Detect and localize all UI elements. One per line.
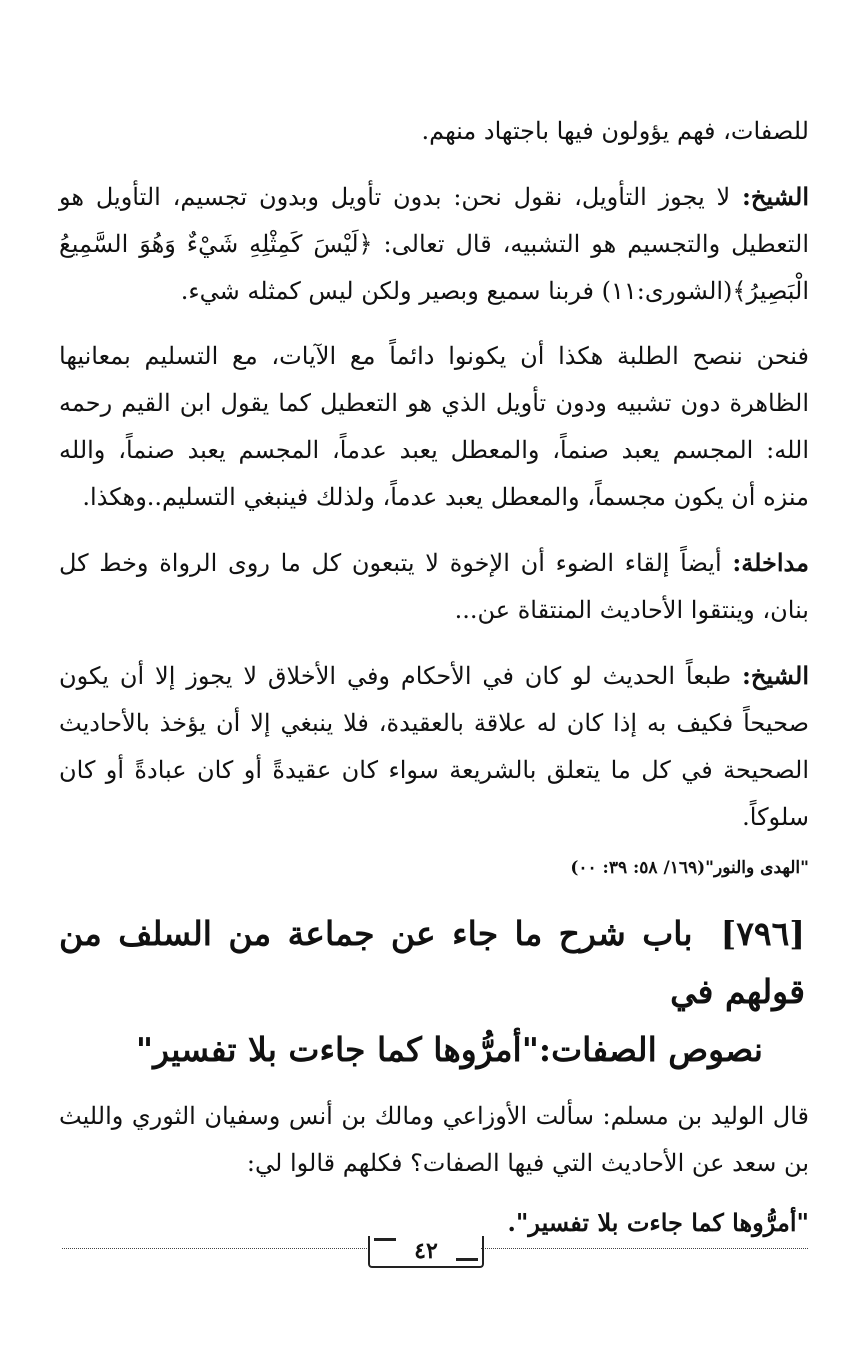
speaker-label: الشيخ:	[742, 182, 809, 211]
paragraph-intervention	[59, 539, 809, 634]
paragraph-text: فنحن ننصح الطلبة هكذا أن يكونوا دائماً مع الآيات، مع التسليم بمعانيها الظاهرة دون تشبيه ودون تأويل الذي هو التعطيل كما يقول ابن القيم رحمه الله: المجسم يعبد صنماً، والمعطل يعبد عدماً، المجسم يعبد صنماً، والله منزه أن يكون مجسماً، والمعطل يعبد عدماً، ولذلك فينبغي التسليم..وهكذا.	[59, 342, 809, 511]
paragraph-text: أيضاً إلقاء الضوء أن الإخوة لا يتبعون كل ما روى الرواة وخط كل بنان، وينتقوا الأحاديث المنتقاة عن...	[59, 549, 809, 624]
ornament-icon	[456, 1258, 478, 1271]
footer-rule-left	[62, 1248, 367, 1249]
source-reference: "الهدى والنور"(١٦٩/ ٥٨: ٣٩: ٠٠)	[570, 858, 809, 878]
page-number-frame	[368, 1236, 484, 1268]
paragraph-advice	[59, 333, 809, 521]
paragraph-sheikh-answer-2	[59, 652, 809, 841]
speaker-label: الشيخ:	[742, 661, 809, 690]
paragraph-text: طبعاً الحديث لو كان في الأحكام وفي الأخلاق لا يجوز إلا أن يكون صحيحاً فكيف به إذا كان له علاقة بالعقيدة، فلا ينبغي إلا أن يؤخذ بالأحاديث الصحيحة في كل ما يتعلق بالشريعة سواء كان عقيدةً أو كان عبادةً أو كان سلوكاً.	[59, 662, 809, 831]
quote-text: "أمرُّوها كما جاءت بلا تفسير".	[507, 1208, 809, 1237]
page-number: ٤٢	[414, 1238, 438, 1264]
footer-rule-right	[481, 1248, 808, 1249]
page-footer	[62, 1236, 808, 1276]
chapter-title-line1: باب شرح ما جاء عن جماعة من السلف من قولهم في	[59, 914, 805, 1011]
paragraph-text: للصفات، فهم يؤولون فيها باجتهاد منهم.	[421, 117, 809, 145]
paragraph-sheikh-answer-1	[59, 173, 809, 315]
paragraph-narration	[59, 1093, 809, 1187]
paragraph-text: قال الوليد بن مسلم: سألت الأوزاعي ومالك بن أنس وسفيان الثوري والليث بن سعد عن الأحاديث التي فيها الصفات؟ فكلهم قالوا لي:	[59, 1102, 809, 1177]
paragraph-continuation	[59, 108, 809, 155]
paragraph-text: لا يجوز التأويل، نقول نحن: بدون تأويل وبدون تجسيم، التأويل هو التعطيل والتجسيم هو التشبيه، قال تعالى: ﴿لَيْسَ كَمِثْلِهِ شَيْءٌ وَهُوَ السَّمِيعُ الْبَصِيرُ﴾(الشورى:١١) فربنا سميع وبصير ولكن ليس كمثله شيء.	[59, 183, 809, 305]
chapter-number: [٧٩٦]	[720, 914, 805, 953]
speaker-label: مداخلة:	[732, 548, 809, 577]
chapter-heading	[59, 905, 809, 1079]
chapter-title-line2: نصوص الصفات:"أمرُّوها كما جاءت بلا تفسير"	[135, 1030, 763, 1069]
page-content	[59, 108, 809, 1264]
ornament-icon	[374, 1238, 396, 1251]
